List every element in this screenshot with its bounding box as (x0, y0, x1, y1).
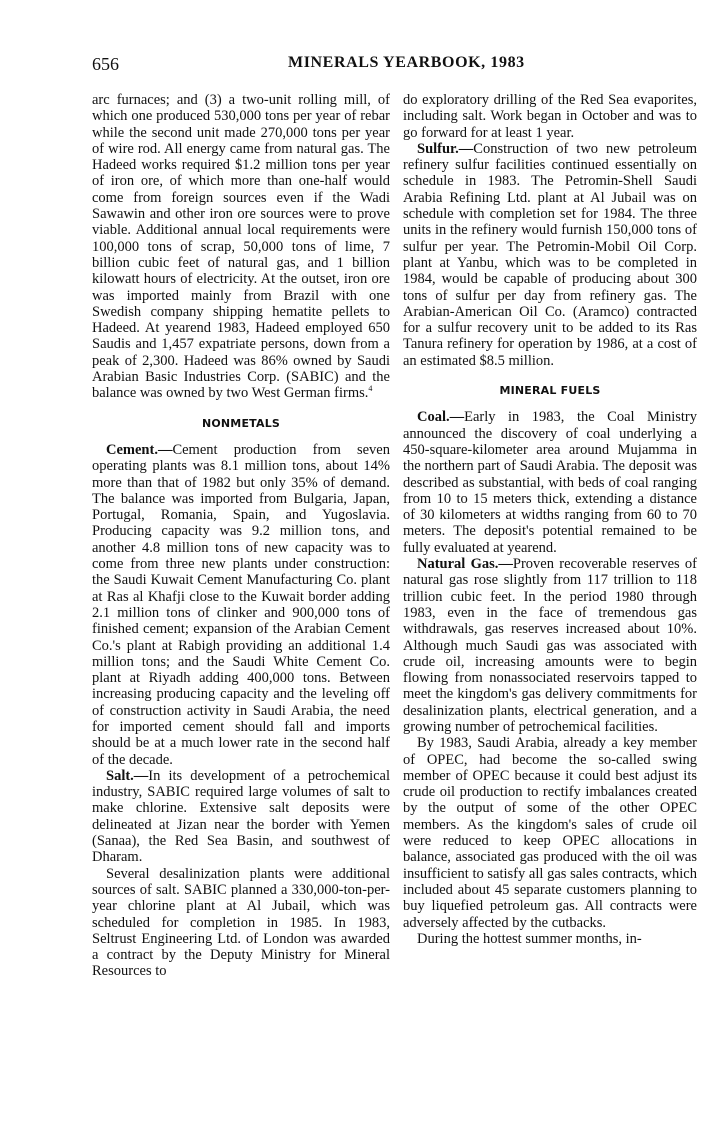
paragraph-text: In its development of a petrochemical industry, SABIC required large volumes of salt to make chlorine. Extensive salt deposits were delineated at Jizan near the border with Yemen (Sanaa), the Red Sea Basin, and southwest of Dharam. (92, 767, 390, 866)
running-title: MINERALS YEARBOOK, 1983 (288, 54, 525, 71)
paragraph-text: Cement production from seven operating plants was 8.1 million tons, about 14% more than that of 1982 but only 35% of demand. The balance was imported from Bulgaria, Japan, Portugal, Romania, Spain, and Yugoslavia. Producing capacity was 9.2 million tons, and another 4.8 million tons of new capacity was to come from three new plants under construction: the Saudi Kuwait Cement Manufacturing Co. plant at Ras al Khafji close to the Kuwait border adding 2.1 million tons of clinker and 900,000 tons of finished cement; expansion of the Arabian Cement Co.'s plant at Rabigh providing an additional 1.4 million tons; and the Saudi White Cement Co. plant at Riyadh adding 400,000 tons. Between increasing producing capacity and the leveling off of construction activity in Saudi Arabia, the need for imported cement should fall and imports should be at a much lower rate in the second half of the decade. (92, 441, 390, 768)
paragraph-natural-gas (403, 556, 697, 735)
left-column (92, 92, 390, 980)
paragraph-text: Proven recoverable reserves of natural gas rose slightly from 117 trillion to 118 trillion cubic feet. In the period 1980 through 1983, even in the face of tremendous gas withdrawals, gas reserves increased about 10%. Although much Saudi gas was associated with crude oil, increasing amounts were to begin flowing from nonassociated reservoirs tapped to meet the kingdom's gas delivery commitments for desalinization plants, electrical generation, and a growing number of petrochemical facilities. (403, 556, 697, 735)
paragraph-sulfur (403, 141, 697, 369)
run-in-head-cement: Cement.— (106, 441, 173, 458)
paragraph-coal (403, 409, 697, 556)
paragraph-text: Construction of two new petroleum refinery sulfur facilities continued essentially on schedule in 1983. The Petromin-Shell Saudi Arabia Refining Ltd. plant at Al Jubail was on schedule with completion set for 1984. The three units in the refinery would furnish 150,000 tons of sulfur per year. The Petromin-Mobil Oil Corp. plant at Yanbu, which was to be completed in 1984, would be capable of producing about 300 tons of sulfur per day from refinery gas. The Arabian-American Oil Co. (Aramco) contracted for a sulfur recovery unit to be added to its Ras Tanura refinery for operation by 1986, at a cost of an estimated $8.5 million. (403, 140, 697, 369)
footnote-marker: 4 (368, 384, 373, 394)
run-in-head-natural-gas: Natural Gas.— (417, 556, 513, 573)
page-header (92, 54, 696, 76)
paragraph-text: arc furnaces; and (3) a two-unit rolling mill, of which one produced 530,000 tons per year of rebar while the second unit made 270,000 tons per year of wire rod. All energy came from natural gas. The Hadeed works required $1.2 million tons per year of iron ore, of which more than one-half would come from foreign sources even if the Wadi Sawawin and other iron ore sources were to prove viable. Additional annual local requirements were 100,000 tons of scrap, 50,000 tons of lime, 7 billion cubic feet of natural gas, and 1 billion kilowatt hours of electricity. At the outset, iron ore was imported mainly from Brazil with one Swedish company shipping hematite pellets to Hadeed. At yearend 1983, Hadeed employed 650 Saudis and 1,457 expatriate persons, down from a peak of 2,300. Hadeed was 86% owned by Saudi Arabian Basic Industries Corp. (SABIC) and the balance was owned by two West German firms. (92, 92, 390, 402)
run-in-head-sulfur: Sulfur.— (417, 140, 474, 157)
paragraph-summer: During the hottest summer months, in- (417, 930, 642, 947)
run-in-head-coal: Coal.— (417, 409, 465, 426)
paragraph-text: Early in 1983, the Coal Ministry announced the discovery of coal underlying a 450-square-kilometer area around Mujamma in the northern part of Saudi Arabia. The deposit was described as substantial, with beds of coal ranging from 10 to 15 meters thick, extending a distance of 30 kilometers at widths ranging from 60 to 70 meters. The deposit's potential remained to be fully evaluated at yearend. (403, 409, 697, 556)
run-in-head-salt: Salt.— (106, 767, 149, 784)
right-column (403, 92, 697, 947)
section-heading-mineral-fuels: MINERAL FUELS (499, 384, 601, 398)
paragraph-opec: By 1983, Saudi Arabia, already a key member of OPEC, had become the so-called swing member of OPEC because it could best adjust its crude oil production to rectify imbalances created by the output of some of the other OPEC members. As the kingdom's sales of crude oil were reduced to keep OPEC allocations in balance, associated gas produced with the oil was insufficient to satisfy all gas sales contracts, which included about 45 separate customers planning to buy liquefied petroleum gas. All contracts were adversely affected by the cutbacks. (403, 735, 697, 931)
section-heading-nonmetals: NONMETALS (201, 416, 281, 430)
paragraph-salt (92, 768, 390, 866)
paragraph-red-sea: do exploratory drilling of the Red Sea evaporites, including salt. Work began in October and was to go forward for at least 1 year. (403, 92, 697, 141)
paragraph-hadeed (92, 92, 390, 402)
page-number: 656 (92, 54, 119, 74)
paragraph-cement (92, 442, 390, 768)
paragraph-desalinization: Several desalinization plants were additional sources of salt. SABIC planned a 330,000-ton-per-year chlorine plant at Al Jubail, which was scheduled for completion in 1985. In 1983, Seltrust Engineering Ltd. of London was awarded a contract by the Deputy Ministry for Mineral Resources to (92, 865, 390, 980)
